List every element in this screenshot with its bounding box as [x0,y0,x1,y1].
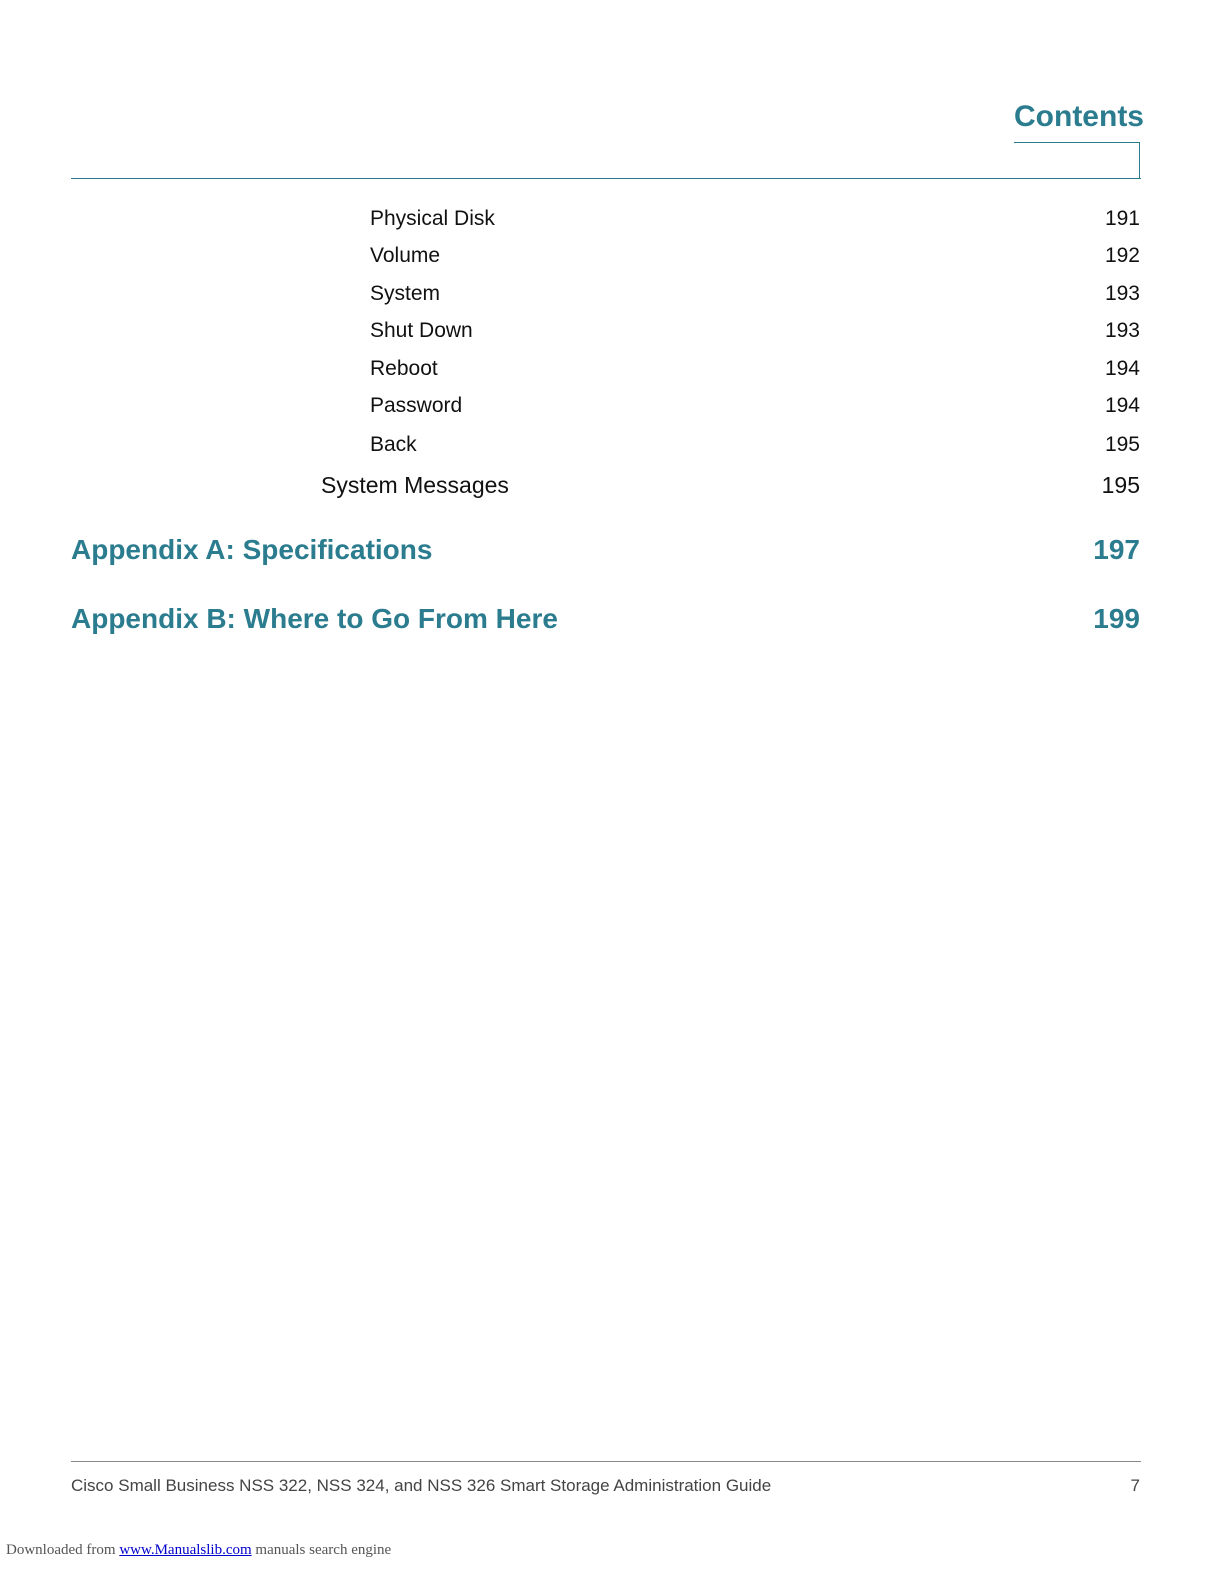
toc-entry-title: Password [370,394,463,417]
toc-entry-back[interactable] [370,433,1140,463]
toc-entry-volume[interactable] [370,244,1140,274]
toc-entry-title: Physical Disk [370,207,495,230]
footer-page-number: 7 [1130,1476,1140,1495]
header-rule [71,178,1141,179]
header-tab-border [1014,142,1140,178]
toc-entry-page: 195 [1101,472,1140,498]
toc-entry-title: System [370,282,441,305]
toc-entry-page: 191 [1104,207,1140,230]
toc-entry-shut-down[interactable] [370,319,1140,349]
toc-entry-reboot[interactable] [370,357,1140,387]
header-title: Contents [1014,100,1144,133]
toc-entry-title: System Messages [321,472,509,498]
toc-entry-system-messages[interactable] [321,472,1140,504]
toc-entry-title: Volume [370,244,441,267]
toc-entry-page: 192 [1104,244,1140,267]
toc-entry-title: Shut Down [370,319,473,342]
manualslib-link[interactable]: www.Manualslib.com [119,1542,252,1558]
toc-entry-page: 197 [1093,534,1140,565]
toc-entry-password[interactable] [370,394,1140,424]
toc-entry-page: 199 [1093,603,1140,634]
toc-entry-page: 194 [1104,357,1140,380]
toc-entry-page: 193 [1104,319,1140,342]
toc-entry-appendix-b[interactable] [71,603,1140,641]
toc-entry-title: Appendix A: Specifications [71,534,433,565]
download-note-suffix: manuals search engine [255,1542,392,1558]
toc-entry-system[interactable] [370,282,1140,312]
toc-entry-page: 195 [1104,433,1140,456]
download-note [6,1542,391,1559]
toc-entry-page: 194 [1104,394,1140,417]
toc-entry-physical-disk[interactable] [370,207,1140,237]
toc-entry-title: Back [370,433,417,456]
toc-entry-title: Appendix B: Where to Go From Here [71,603,558,634]
toc-entry-title: Reboot [370,357,438,380]
toc-entry-page: 193 [1104,282,1140,305]
footer-guide-title: Cisco Small Business NSS 322, NSS 324, and NSS 326 Smart Storage Administration Guide [71,1476,772,1495]
toc-entry-appendix-a[interactable] [71,534,1140,572]
download-note-prefix: Downloaded from [6,1542,116,1558]
footer-rule [71,1461,1141,1462]
